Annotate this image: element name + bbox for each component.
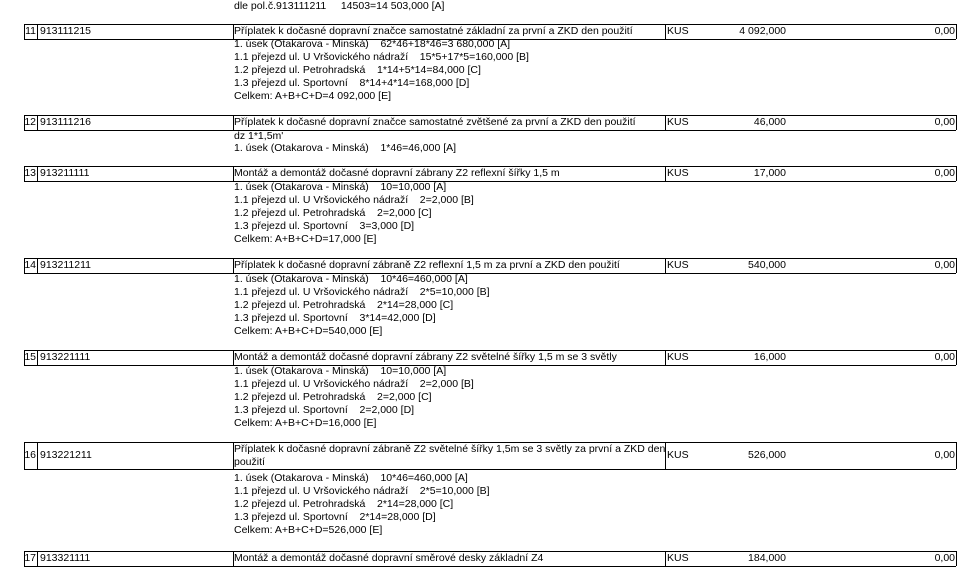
measurement-line: 1.1 přejezd ul. U Vršovického nádraží 2*5=10,000 [B] [234,485,490,497]
item-description: Příplatek k dočasné dopravní značce samostatné základní za první a ZKD den použití [234,25,633,37]
column-divider [956,115,957,130]
column-divider [665,551,666,566]
item-unit: KUS [667,449,689,461]
column-divider [37,551,38,566]
item-quantity: 17,000 [753,167,786,179]
item-unit: KUS [667,351,689,363]
item-code: 913221211 [40,449,92,461]
column-divider [37,350,38,365]
measurement-line: 1.2 přejezd ul. Petrohradská 2*14=28,000 [C] [234,498,454,510]
measurement-line: Celkem: A+B+C+D=16,000 [E] [234,417,377,429]
item-number: 17 [24,552,36,564]
measurement-line: Celkem: A+B+C+D=17,000 [E] [234,233,377,245]
measurement-line: 1.2 přejezd ul. Petrohradská 2=2,000 [C] [234,391,432,403]
measurement-line: 1.3 přejezd ul. Sportovní 3=3,000 [D] [234,220,415,232]
item-unit: KUS [667,167,689,179]
item-price: 0,00 [934,167,955,179]
item-code: 913221111 [40,351,91,363]
measurement-line: 1.3 přejezd ul. Sportovní 2=2,000 [D] [234,404,415,416]
item-quantity: 526,000 [748,449,786,461]
measurement-line: 1.2 přejezd ul. Petrohradská 2=2,000 [C] [234,207,432,219]
row-bottom-rule [24,130,956,131]
header-note: dle pol.č.913111211 14503=14 503,000 [A] [234,0,445,12]
item-description-cont: dz 1*1,5m' [234,130,284,142]
row-bottom-rule [24,273,956,274]
measurement-line: 1.3 přejezd ul. Sportovní 8*14+4*14=168,000 [D] [234,77,470,89]
measurement-line: 1.1 přejezd ul. U Vršovického nádraží 2=2,000 [B] [234,194,474,206]
item-description-cont: použití [234,456,265,468]
item-price: 0,00 [934,116,955,128]
item-quantity: 540,000 [748,259,786,271]
column-divider [956,166,957,181]
item-price: 0,00 [934,25,955,37]
column-divider [37,442,38,469]
measurement-line: 1.1 přejezd ul. U Vršovického nádraží 2*5=10,000 [B] [234,286,490,298]
measurement-line: Celkem: A+B+C+D=526,000 [E] [234,524,383,536]
item-unit: KUS [667,259,689,271]
item-number: 13 [24,167,36,179]
item-code: 913211111 [40,167,90,179]
measurement-line: 1. úsek (Otakarova - Minská) 10*46=460,000 [A] [234,273,468,285]
item-number: 16 [24,449,36,461]
item-quantity: 16,000 [753,351,786,363]
item-number: 14 [24,259,36,271]
column-divider [37,24,38,39]
item-description: Montáž a demontáž dočasné dopravní zábrany Z2 reflexní šířky 1,5 m [234,167,560,179]
column-divider [37,166,38,181]
row-bottom-rule [24,181,956,182]
measurement-line: 1. úsek (Otakarova - Minská) 1*46=46,000 [A] [234,142,457,154]
item-price: 0,00 [934,552,955,564]
measurement-line: 1.3 přejezd ul. Sportovní 2*14=28,000 [D] [234,511,436,523]
column-divider [665,166,666,181]
item-number: 11 [25,25,36,37]
measurement-line: 1.3 přejezd ul. Sportovní 3*14=42,000 [D] [234,312,436,324]
row-bottom-rule [24,365,956,366]
item-quantity: 184,000 [748,552,786,564]
column-divider [665,350,666,365]
item-unit: KUS [667,552,689,564]
measurement-line: 1. úsek (Otakarova - Minská) 10*46=460,000 [A] [234,472,468,484]
item-code: 913111216 [40,116,91,128]
item-unit: KUS [667,25,689,37]
item-number: 15 [24,351,36,363]
item-code: 913321111 [40,552,91,564]
column-divider [956,442,957,469]
measurement-line: 1. úsek (Otakarova - Minská) 10=10,000 [A] [234,181,447,193]
measurement-line: 1.1 přejezd ul. U Vršovického nádraží 15*5+17*5=160,000 [B] [234,51,529,63]
column-divider [665,24,666,39]
item-unit: KUS [667,116,689,128]
measurement-line: 1.1 přejezd ul. U Vršovického nádraží 2=2,000 [B] [234,378,474,390]
item-description: Příplatek k dočasné dopravní značce samostatné zvětšené za první a ZKD den použití [234,116,636,128]
item-description: Příplatek k dočasné dopravní zábraně Z2 reflexní 1,5 m za první a ZKD den použití [234,259,620,271]
column-divider [956,258,957,273]
item-description: Montáž a demontáž dočasné dopravní zábrany Z2 světelné šířky 1,5 m se 3 světly [234,351,617,363]
item-quantity: 4 092,000 [739,25,786,37]
item-code: 913111215 [40,25,91,37]
measurement-line: Celkem: A+B+C+D=4 092,000 [E] [234,90,392,102]
item-number: 12 [24,116,36,128]
column-divider [37,115,38,130]
column-divider [956,24,957,39]
item-code: 913211211 [40,259,91,271]
item-price: 0,00 [934,351,955,363]
column-divider [37,258,38,273]
measurement-line: 1. úsek (Otakarova - Minská) 62*46+18*46=3 680,000 [A] [234,38,511,50]
item-description: Příplatek k dočasné dopravní zábraně Z2 světelné šířky 1,5m se 3 světly za první a ZKD den [234,443,666,455]
item-description: Montáž a demontáž dočasné dopravní směrové desky základní Z4 [234,552,544,564]
row-bottom-rule [24,469,956,470]
measurement-line: 1. úsek (Otakarova - Minská) 10=10,000 [A] [234,365,447,377]
column-divider [956,551,957,566]
column-divider [956,350,957,365]
item-price: 0,00 [934,449,955,461]
measurement-line: 1.2 přejezd ul. Petrohradská 2*14=28,000 [C] [234,299,454,311]
column-divider [665,115,666,130]
item-quantity: 46,000 [753,116,786,128]
column-divider [665,258,666,273]
measurement-line: 1.2 přejezd ul. Petrohradská 1*14+5*14=84,000 [C] [234,64,481,76]
item-price: 0,00 [934,259,955,271]
measurement-line: Celkem: A+B+C+D=540,000 [E] [234,325,383,337]
